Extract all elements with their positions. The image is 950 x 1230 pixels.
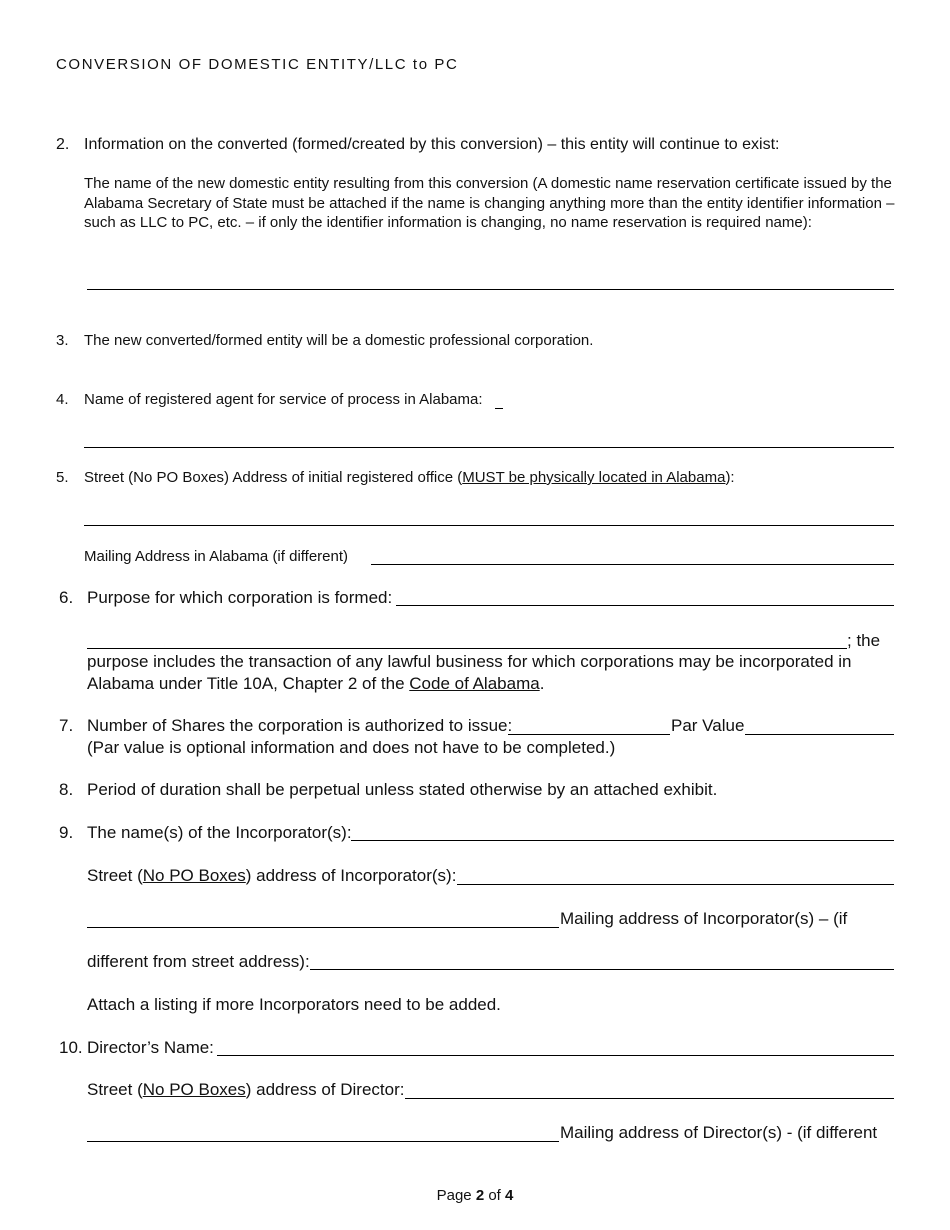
item-6-number: 6. (59, 588, 74, 607)
incorporator-street-suffix: ) address of Incorporator(s): (245, 866, 457, 885)
director-street-field-continued[interactable] (87, 1141, 559, 1142)
incorporator-names-label: The name(s) of the Incorporator(s): (87, 823, 352, 842)
code-of-alabama-link: Code of Alabama (409, 674, 540, 693)
new-entity-name-field[interactable] (87, 289, 894, 290)
director-street-label (87, 1079, 404, 1100)
incorporator-street-label (87, 865, 456, 886)
incorporator-mailing-label: Mailing address of Incorporator(s) – (if (560, 909, 848, 928)
attach-listing-note: Attach a listing if more Incorporators need to be added. (87, 995, 501, 1014)
director-name-field[interactable] (217, 1055, 894, 1056)
director-street-prefix: Street ( (87, 1080, 143, 1099)
purpose-label: Purpose for which corporation is formed: (87, 588, 393, 607)
incorporator-street-field-continued[interactable] (87, 927, 559, 928)
incorporator-names-field[interactable] (351, 840, 894, 841)
form-header-title: CONVERSION OF DOMESTIC ENTITY/LLC to PC (56, 56, 459, 73)
purpose-text-line-1: purpose includes the transaction of any lawful business for which corporations may be incorporated in (87, 652, 852, 671)
registered-office-label-prefix: Street (No PO Boxes) Address of initial registered office ( (84, 469, 463, 486)
director-street-suffix: ) address of Director: (245, 1080, 405, 1099)
registered-agent-inline-field[interactable] (495, 408, 503, 409)
duration-text: Period of duration shall be perpetual unless stated otherwise by an attached exhibit. (87, 780, 718, 799)
registered-office-label-suffix: ): (725, 469, 735, 486)
page-total: 4 (505, 1187, 514, 1204)
item-5-number: 5. (56, 469, 69, 486)
incorporator-mailing-cont-label: different from street address): (87, 952, 310, 971)
item-2-number: 2. (56, 136, 70, 153)
page-footer (0, 1187, 950, 1204)
director-no-po-boxes: No PO Boxes (142, 1080, 246, 1099)
incorporator-street-field[interactable] (457, 884, 894, 885)
page-current: 2 (475, 1187, 485, 1204)
registered-office-address-field[interactable] (84, 525, 894, 526)
registered-office-requirement: MUST be physically located in Alabama (462, 469, 726, 486)
director-street-field[interactable] (405, 1098, 894, 1099)
par-value-note: (Par value is optional information and does not have to be completed.) (87, 738, 616, 757)
purpose-the-suffix: ; the (847, 631, 881, 650)
par-value-field[interactable] (745, 734, 894, 735)
registered-office-label (84, 468, 735, 487)
purpose-text-line-2-suffix: . (539, 674, 545, 693)
director-name-label: Director’s Name: (87, 1038, 214, 1057)
incorporator-no-po-boxes: No PO Boxes (142, 866, 246, 885)
item-8-number: 8. (59, 780, 74, 799)
shares-field[interactable] (508, 734, 670, 735)
mailing-address-label: Mailing Address in Alabama (if different) (84, 548, 349, 565)
purpose-field[interactable] (396, 605, 894, 606)
purpose-field-continued[interactable] (87, 648, 847, 649)
par-value-label: Par Value (671, 716, 745, 735)
item-10-number: 10. (59, 1038, 83, 1057)
item-2-text: Information on the converted (formed/created by this conversion) – this entity will continue to exist: (84, 136, 780, 153)
item-3-text: The new converted/formed entity will be a domestic professional corporation. (84, 332, 594, 349)
page-word: Page (436, 1187, 472, 1204)
item-9-number: 9. (59, 823, 74, 842)
registered-agent-label: Name of registered agent for service of process in Alabama: (84, 391, 483, 408)
incorporator-mailing-field[interactable] (310, 969, 894, 970)
incorporator-street-prefix: Street ( (87, 866, 143, 885)
item-3-number: 3. (56, 332, 69, 349)
registered-agent-field[interactable] (84, 447, 894, 448)
item-7-number: 7. (59, 716, 74, 735)
purpose-text-line-2 (87, 673, 544, 694)
item-2-paragraph: The name of the new domestic entity resulting from this conversion (A domestic name reservation certificate issued by the Alabama Secretary of State must be attached if the name is changing anything more than the entity identifier information – such as LLC to PC, etc. – if only the identifier information is changing, no name reservation is required name): (84, 175, 895, 231)
mailing-address-field[interactable] (371, 564, 894, 565)
director-mailing-label: Mailing address of Director(s) - (if different (560, 1123, 878, 1142)
item-4-number: 4. (56, 391, 69, 408)
purpose-text-line-2-prefix: Alabama under Title 10A, Chapter 2 of the (87, 674, 410, 693)
of-word: of (488, 1187, 501, 1204)
shares-label: Number of Shares the corporation is authorized to issue: (87, 716, 513, 735)
